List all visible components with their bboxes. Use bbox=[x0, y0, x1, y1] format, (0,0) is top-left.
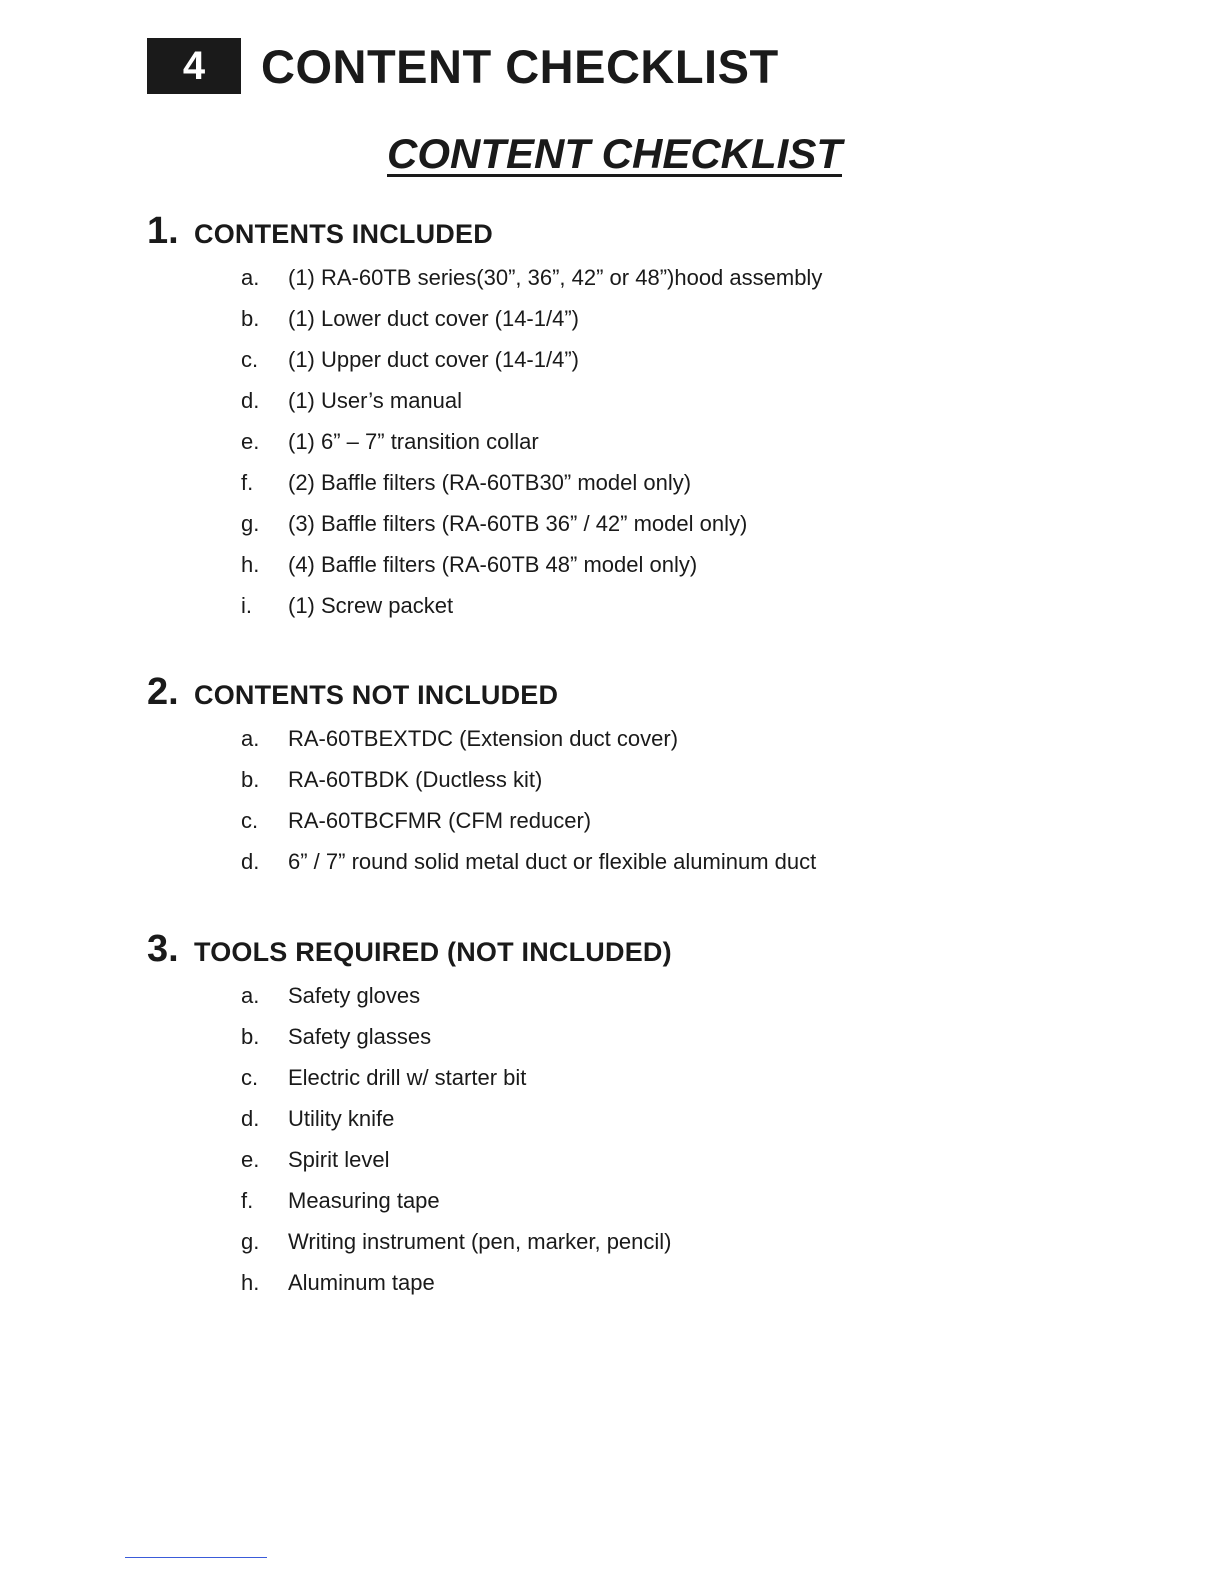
list-item bbox=[147, 1057, 1147, 1098]
item-letter: c. bbox=[241, 346, 259, 372]
list-item bbox=[147, 800, 1147, 841]
list-item bbox=[147, 759, 1147, 800]
item-text: (3) Baffle filters (RA-60TB 36” / 42” model only) bbox=[288, 510, 748, 536]
list-item bbox=[147, 544, 1147, 585]
section-heading bbox=[147, 210, 1147, 250]
item-text: RA-60TBCFMR (CFM reducer) bbox=[288, 807, 592, 833]
item-letter: f. bbox=[241, 469, 254, 495]
section-title: CONTENTS NOT INCLUDED bbox=[194, 680, 559, 710]
item-letter: f. bbox=[241, 1187, 254, 1213]
item-letter: e. bbox=[241, 428, 260, 454]
list-item bbox=[147, 718, 1147, 759]
item-text: Spirit level bbox=[288, 1146, 390, 1172]
item-letter: a. bbox=[241, 725, 260, 751]
item-letter: h. bbox=[241, 551, 260, 577]
list-item bbox=[147, 1016, 1147, 1057]
item-text: (2) Baffle filters (RA-60TB30” model only) bbox=[288, 469, 692, 495]
list-item bbox=[147, 585, 1147, 626]
item-letter: h. bbox=[241, 1269, 260, 1295]
item-text: (4) Baffle filters (RA-60TB 48” model only) bbox=[288, 551, 698, 577]
item-letter: g. bbox=[241, 1228, 260, 1254]
list-item bbox=[147, 339, 1147, 380]
item-letter: c. bbox=[241, 807, 259, 833]
chapter-title: CONTENT CHECKLIST bbox=[261, 39, 779, 93]
section-title: TOOLS REQUIRED (NOT INCLUDED) bbox=[194, 937, 672, 967]
document-title: CONTENT CHECKLIST bbox=[387, 130, 842, 177]
item-text: (1) Upper duct cover (14-1/4”) bbox=[288, 346, 579, 372]
item-text: (1) 6” – 7” transition collar bbox=[288, 428, 539, 454]
section-contents-not-included bbox=[147, 671, 1147, 882]
item-text: 6” / 7” round solid metal duct or flexible aluminum duct bbox=[288, 848, 817, 874]
item-text: (1) User’s manual bbox=[288, 387, 463, 413]
list-item bbox=[147, 380, 1147, 421]
item-letter: b. bbox=[241, 766, 260, 792]
item-text: (1) RA-60TB series(30”, 36”, 42” or 48”)hood assembly bbox=[288, 264, 823, 290]
checklist bbox=[147, 975, 1147, 1303]
item-text: (1) Lower duct cover (14-1/4”) bbox=[288, 305, 579, 331]
list-item bbox=[147, 462, 1147, 503]
item-text: Aluminum tape bbox=[288, 1269, 435, 1295]
item-text: Safety gloves bbox=[288, 982, 421, 1008]
item-text: Measuring tape bbox=[288, 1187, 440, 1213]
checklist bbox=[147, 257, 1147, 626]
section-heading bbox=[147, 671, 1147, 711]
item-letter: i. bbox=[241, 592, 252, 618]
chapter-header bbox=[147, 38, 779, 94]
list-item bbox=[147, 503, 1147, 544]
list-item bbox=[147, 1139, 1147, 1180]
item-letter: a. bbox=[241, 982, 260, 1008]
item-text: (1) Screw packet bbox=[288, 592, 454, 618]
list-item bbox=[147, 1221, 1147, 1262]
list-item bbox=[147, 1262, 1147, 1303]
list-item bbox=[147, 1098, 1147, 1139]
item-letter: c. bbox=[241, 1064, 259, 1090]
item-text: RA-60TBDK (Ductless kit) bbox=[288, 766, 543, 792]
item-text: Writing instrument (pen, marker, pencil) bbox=[288, 1228, 672, 1254]
checklist bbox=[147, 718, 1147, 882]
item-text: RA-60TBEXTDC (Extension duct cover) bbox=[288, 725, 679, 751]
section-number: 1. bbox=[147, 210, 179, 252]
list-item bbox=[147, 841, 1147, 882]
list-item bbox=[147, 1180, 1147, 1221]
item-text: Safety glasses bbox=[288, 1023, 432, 1049]
chapter-number: 4 bbox=[182, 43, 206, 88]
item-text: Utility knife bbox=[288, 1105, 395, 1131]
list-item bbox=[147, 298, 1147, 339]
section-title: CONTENTS INCLUDED bbox=[194, 219, 493, 249]
item-letter: d. bbox=[241, 1105, 260, 1131]
list-item bbox=[147, 975, 1147, 1016]
item-letter: b. bbox=[241, 1023, 260, 1049]
section-heading bbox=[147, 928, 1147, 968]
list-item bbox=[147, 257, 1147, 298]
list-item bbox=[147, 421, 1147, 462]
section-number: 3. bbox=[147, 928, 179, 970]
footer-divider bbox=[125, 1557, 267, 1558]
item-text: Electric drill w/ starter bit bbox=[288, 1064, 527, 1090]
section-tools-required bbox=[147, 928, 1147, 1303]
item-letter: d. bbox=[241, 848, 260, 874]
item-letter: b. bbox=[241, 305, 260, 331]
item-letter: e. bbox=[241, 1146, 260, 1172]
section-contents-included bbox=[147, 210, 1147, 626]
item-letter: a. bbox=[241, 264, 260, 290]
chapter-number-badge bbox=[147, 38, 241, 94]
item-letter: d. bbox=[241, 387, 260, 413]
section-number: 2. bbox=[147, 671, 179, 713]
item-letter: g. bbox=[241, 510, 260, 536]
